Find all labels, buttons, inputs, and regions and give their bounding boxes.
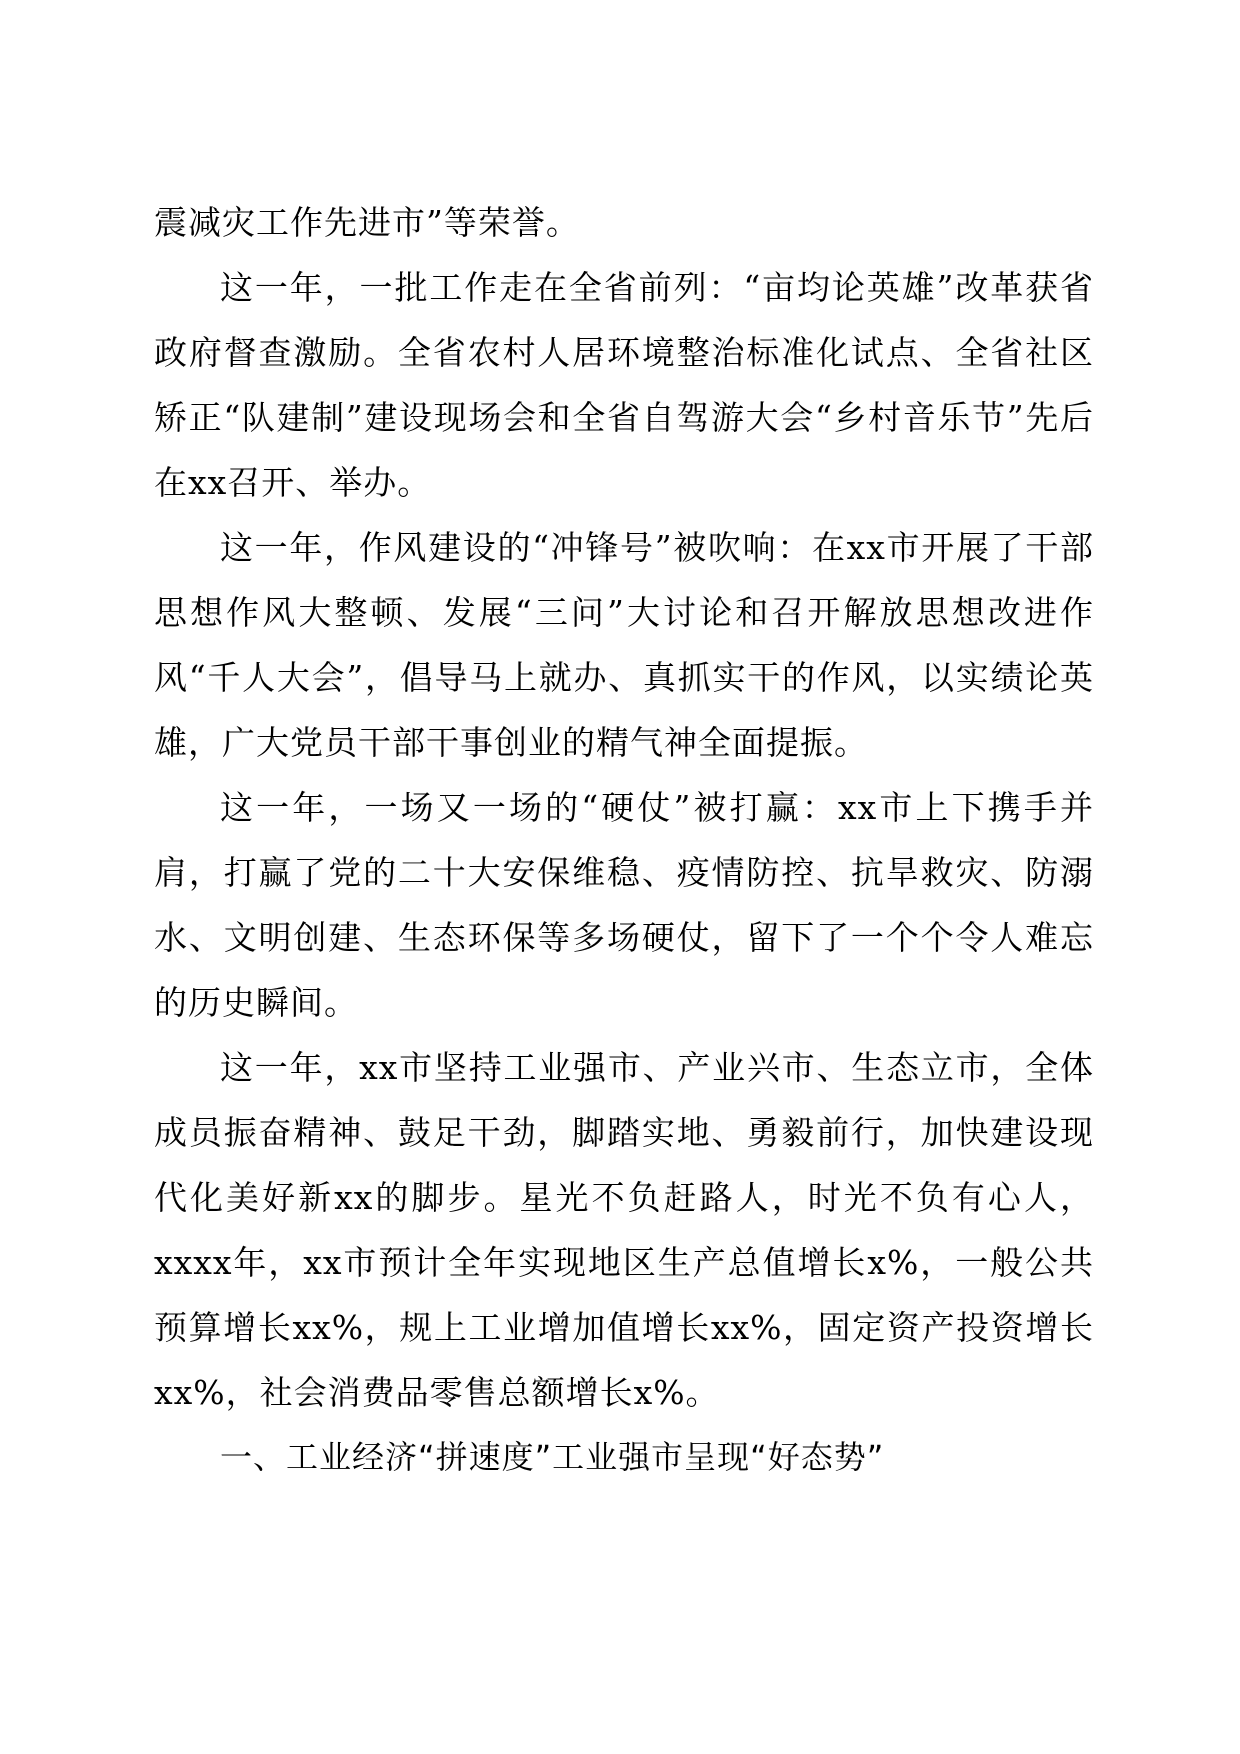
document-body	[154, 190, 1094, 1490]
paragraph-2: 这一年，一批工作走在全省前列：“亩均论英雄”改革获省政府督查激励。全省农村人居环境整治标准化试点、全省社区矫正“队建制”建设现场会和全省自驾游大会“乡村音乐节”先后在xx召开、举办。	[154, 268, 1094, 502]
section-heading: 一、工业经济“拼速度”工业强市呈现“好态势”	[220, 1438, 885, 1476]
paragraph-5: 这一年，xx市坚持工业强市、产业兴市、生态立市，全体成员振奋精神、鼓足干劲，脚踏实地、勇毅前行，加快建设现代化美好新xx的脚步。星光不负赶路人，时光不负有心人，xxxx年，xx市预计全年实现地区生产总值增长x%，一般公共预算增长xx%，规上工业增加值增长xx%，固定资产投资增长xx%，社会消费品零售总额增长x%。	[154, 1048, 1094, 1412]
paragraph-3: 这一年，作风建设的“冲锋号”被吹响：在xx市开展了干部思想作风大整顿、发展“三问”大讨论和召开解放思想改进作风“千人大会”，倡导马上就办、真抓实干的作风，以实绩论英雄，广大党员干部干事创业的精气神全面提振。	[154, 528, 1094, 762]
paragraph-4: 这一年，一场又一场的“硬仗”被打赢：xx市上下携手并肩，打赢了党的二十大安保维稳、疫情防控、抗旱救灾、防溺水、文明创建、生态环保等多场硬仗，留下了一个个令人难忘的历史瞬间。	[154, 788, 1094, 1022]
paragraph-1: 震减灾工作先进市”等荣誉。	[154, 203, 580, 242]
